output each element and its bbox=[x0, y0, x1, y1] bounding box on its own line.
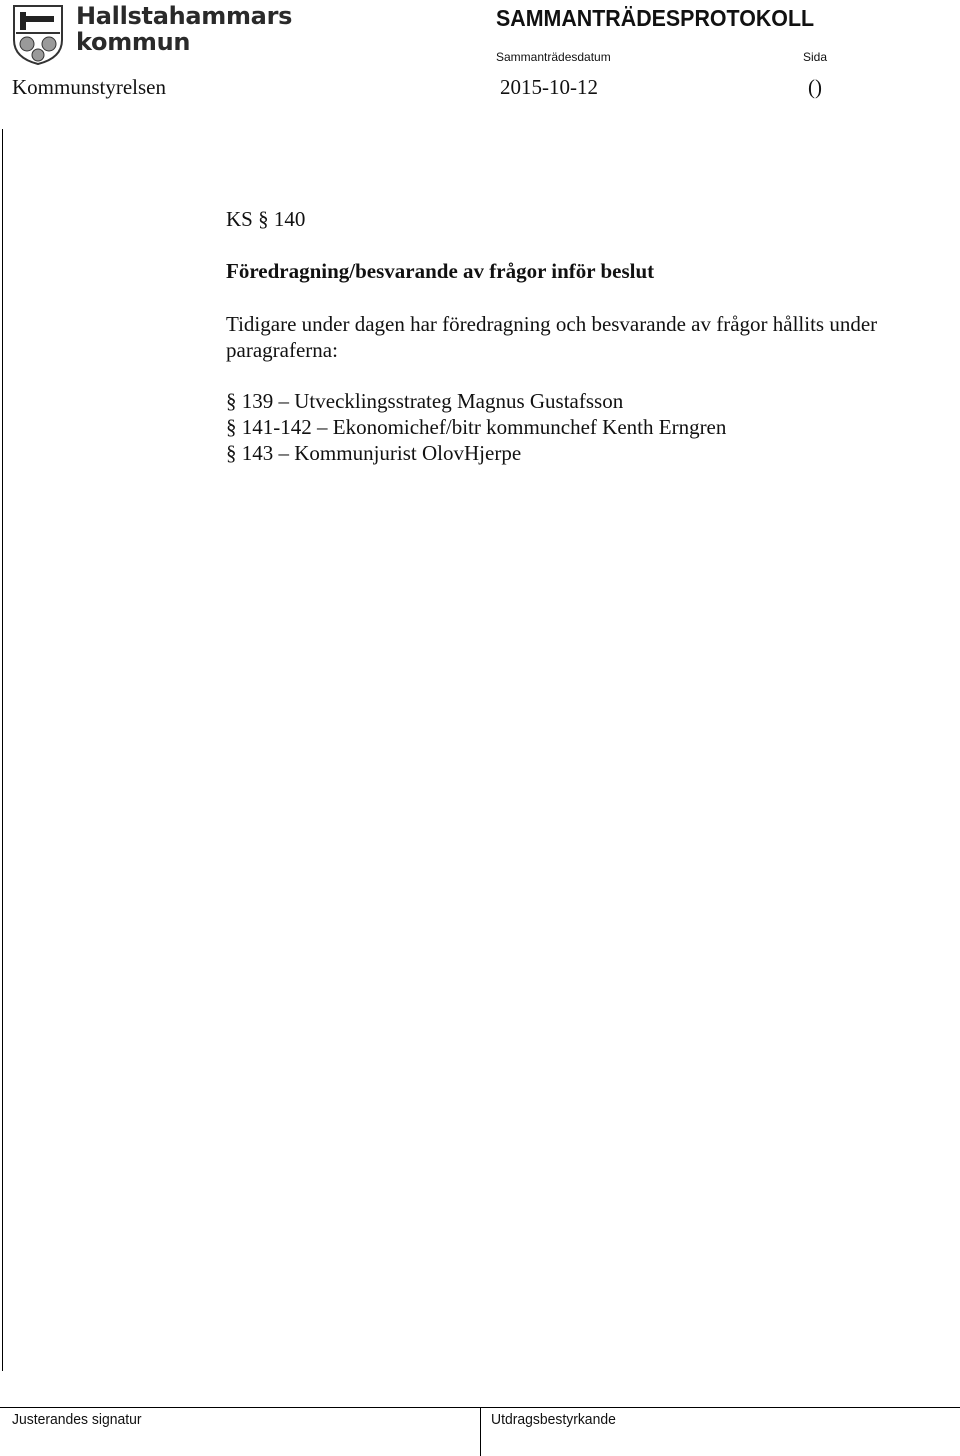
organ-name: Kommunstyrelsen bbox=[12, 75, 166, 99]
meeting-date-label: Sammanträdesdatum bbox=[496, 50, 611, 64]
footer-divider bbox=[480, 1407, 481, 1456]
logo-name-line2: kommun bbox=[76, 28, 191, 56]
meeting-date-value: 2015-10-12 bbox=[500, 75, 598, 99]
section-intro: Tidigare under dagen har föredragning och besvarande av frågor hållits under paragraferna: bbox=[226, 312, 878, 362]
presentation-list bbox=[226, 388, 726, 466]
list-item: § 139 – Utvecklingsstrateg Magnus Gustafsson bbox=[226, 389, 624, 413]
document-type: SAMMANTRÄDESPROTOKOLL bbox=[496, 5, 815, 31]
section-id: KS § 140 bbox=[226, 207, 306, 231]
page-label: Sida bbox=[803, 50, 828, 64]
section-title: Föredragning/besvarande av frågor inför beslut bbox=[226, 259, 655, 283]
left-margin-rule bbox=[2, 129, 3, 1371]
adjuster-signature-label: Justerandes signatur bbox=[12, 1411, 142, 1428]
list-item: § 143 – Kommunjurist OlovHjerpe bbox=[226, 441, 522, 465]
coat-of-arms-icon bbox=[12, 4, 64, 66]
logo-name-line1: Hallstahammars bbox=[76, 2, 293, 30]
page-number: () bbox=[808, 75, 822, 99]
extract-certification-label: Utdragsbestyrkande bbox=[491, 1411, 616, 1428]
list-item: § 141-142 – Ekonomichef/bitr kommunchef Kenth Erngren bbox=[226, 415, 727, 439]
municipality-logo bbox=[12, 2, 293, 66]
